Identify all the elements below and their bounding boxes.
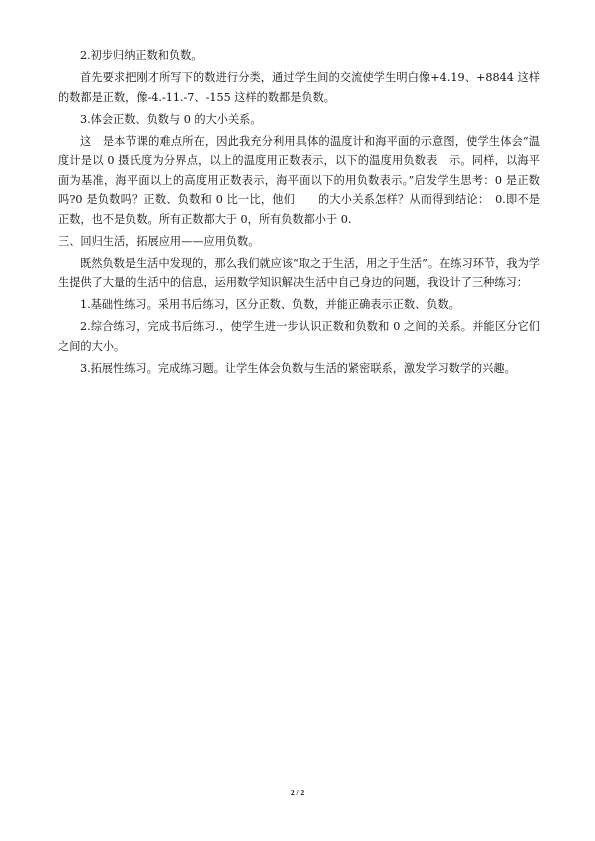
- section-heading-3: 三、回归生活，拓展应用——应用负数。: [58, 234, 260, 248]
- paragraph-exercise-2: 2.综合练习，完成书后练习.，使学生进一步认识正数和负数和 0 之间的关系。并能区分它们之间的大小。: [58, 320, 540, 354]
- paragraph-heading-3: 3.体会正数、负数与 0 的大小关系。: [80, 112, 262, 126]
- page-number: 2 / 2: [290, 788, 305, 797]
- paragraph-exercise-1: 1.基础性练习。采用书后练习，区分正数、负数，并能正确表示正数、负数。: [80, 298, 460, 312]
- paragraph-practice-intro: 既然负数是生活中发现的，那么我们就应该“取之于生活，用之于生活”。在练习环节，我为学生提供了大量的生活中的信息，运用数学知识解决生活中自己身边的问题，我设计了三种练习：: [58, 256, 540, 290]
- paragraph-exercise-3: 3.拓展性练习。完成练习题。让学生体会负数与生活的紧密联系，激发学习数学的兴趣。: [80, 362, 516, 376]
- paragraph-heading-2: 2.初步归纳正数和负数。: [80, 49, 203, 62]
- paragraph-difficulty: 这 是本节课的难点所在，因此我充分利用具体的温度计和海平面的示意图，使学生体会“温度计是以 0 摄氏度为分界点，以上的温度用正数表示，以下的温度用负数表 示。同样，以海平面为基准，海平面以上的高度用正数表示，海平面以下的用负数表示。”启发学生思考：0 是正数吗?0 是负数吗？正数、负数和 0 比一比，他们 的大小关系怎样？从而得到结论： 0.即不是正数，也不是负数。所有正数都大于 0，所有负数都小于 0.: [58, 134, 540, 226]
- document-body: [58, 46, 540, 381]
- paragraph-classify: 首先要求把刚才所写下的数进行分类，通过学生间的交流使学生明白像+4.19、+8844 这样的数都是正数，像-4.-11.-7、-155 这样的数都是负数。: [58, 70, 540, 104]
